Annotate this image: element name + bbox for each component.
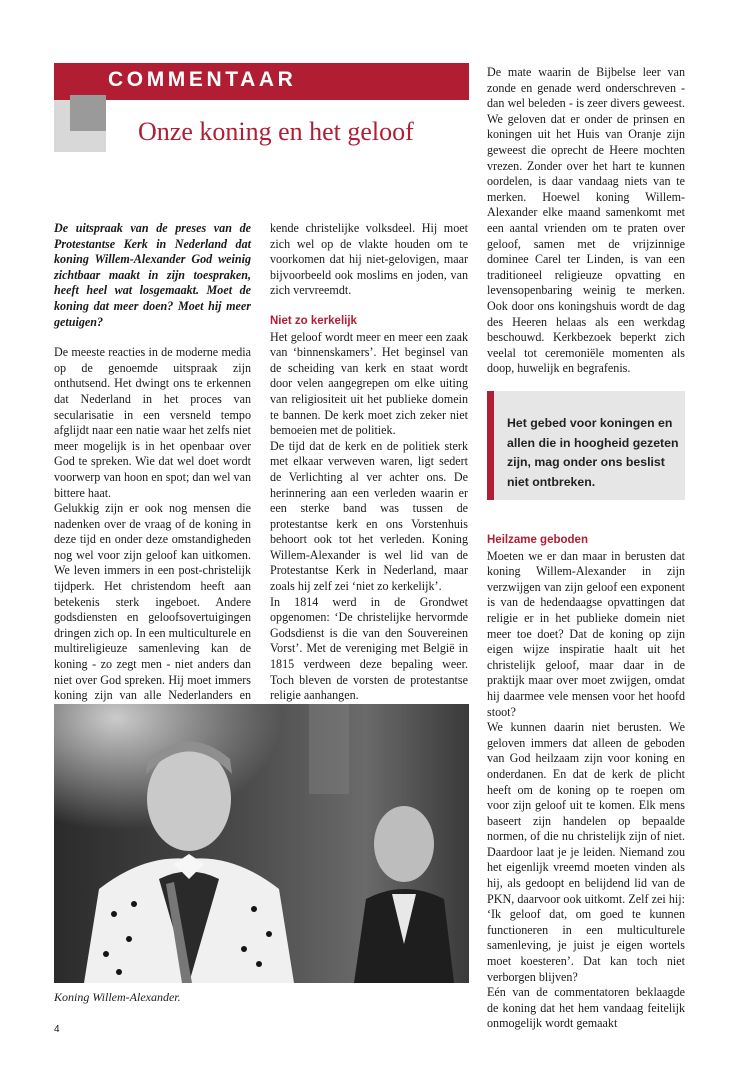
subheading-heilzame-geboden: Heilzame geboden	[487, 534, 588, 546]
subheading-niet-zo-kerkelijk: Niet zo kerkelijk	[270, 314, 357, 327]
pull-quote-text: Het gebed voor koningen en allen die in hoogheid gezeten zijn, mag onder ons beslist niet ontbreken.	[507, 416, 679, 489]
article-lead: De uitspraak van de preses van de Protestantse Kerk in Nederland dat koning Willem-Alexander God weinig zichtbaar maakt in zijn toespraken, heeft heel wat losgemaakt. Moet de koning dat meer doen? Moet hij meer getuigen?	[54, 221, 251, 329]
column-3-top	[487, 65, 685, 377]
article-headline: Onze koning en het geloof	[138, 117, 414, 146]
paragraph: De tijd dat de kerk en de politiek sterk met elkaar verweven waren, ligt sedert de Verlichting al ver achter ons. De herinnering aan een verleden waarin er een sterke band was tussen de protestantse kerk en ons Vorstenhuis behoort ook tot het verleden. Koning Willem-Alexander is wel lid van de Protestantse Kerk in Nederland, maar zoals hij zelf zei ‘niet zo kerkelijk’.	[270, 438, 468, 594]
paragraph: In 1814 werd in de Grondwet opgenomen: ‘De christelijke hervormde Godsdienst is die van den Souvereinen Vorst’. Met de vereniging met België in 1815 verdween deze bepaling weer. Toch bleven de vorsten de protestantse religie aanhangen.	[270, 594, 468, 703]
section-label: COMMENTAAR	[108, 68, 297, 91]
paragraph: De mate waarin de Bijbelse leer van zonde en genade werd onderschreven - dan wel beleden - is zeer divers geweest. We geloven dat er onder de prinsen en koningen uit het Huis van Oranje zijn geweest die oprecht de Heere mochten vrezen. Zonder over het hart te kunnen oordelen, is daar vandaag niets van te merken. Hoewel koning Willem-Alexander elke maand samenkomt met een aantal vrienden om te praten over geloof, samen met de vrijzinnige dominee Carel ter Linden, is van een traditioneel religieuze opvatting en levensopenbaring weinig te merken. Ook door ons koningshuis wordt de dag des Heeren helaas als een werkdag beschouwd. Kerkbezoek beperkt zich veelal tot ceremoniële momenten als doop, huwelijk en begrafenis.	[487, 65, 685, 376]
paragraph: We kunnen daarin niet berusten. We geloven immers dat alleen de geboden van God heilzaam zijn voor koning en onderdanen. En dat de kerk de plicht heeft om de koning op te roepen om voor zijn geloof uit te komen. Elk mens baseert zijn handelen op bepaalde normen, of die nu christelijk zijn of niet. Daardoor laat je je leiden. Niemand zou het eigenlijk vreemd moeten vinden als hij, als gedoopt en belijdend lid van de PKN, daarvoor ook uitkomt. Zelf zei hij: ‘Ik geloof dat, om goed te kunnen functioneren in een multiculturele samenleving, je juist je eigen wortels moet koesteren’. Dat kan toch niet verborgen blijven?	[487, 720, 685, 984]
king-photo	[54, 704, 469, 983]
pull-quote-accent-bar	[487, 391, 494, 500]
page-number: 4	[54, 1024, 60, 1035]
paragraph: Eén van de commentatoren beklaagde de koning dat het hem vandaag feitelijk onmogelijk wordt gemaakt	[487, 985, 685, 1031]
column-3-bottom	[487, 533, 685, 1032]
column-2	[270, 221, 468, 704]
paragraph: Moeten we er dan maar in berusten dat koning Willem-Alexander in zijn verzwijgen van zijn geloof een exponent is van de hedendaagse opvattingen dat religie er in het publieke domein niet meer toe doet? Dat de koning op zijn eigen wijze inspiratie haalt uit het christelijk geloof, maar daar in de praktijk maar over moet zwijgen, omdat hij daarmee vele mensen voor het hoofd stoot?	[487, 548, 685, 719]
column-1	[54, 221, 251, 735]
paragraph: Het geloof wordt meer en meer een zaak van ‘binnenskamers’. Het beginsel van de scheiding van kerk en staat wordt door velen aangegrepen om elke uiting van religiositeit uit het publieke domein te bannen. De kerk moet zich zeker niet bemoeien met de politiek.	[270, 329, 468, 438]
decorative-square-gray	[70, 95, 106, 131]
paragraph: De meeste reacties in de moderne media op de genoemde uitspraak zijn onthutsend. Het dwingt ons te erkennen dat Nederland in het proces van secularisatie in een versneld tempo afglijdt naar een natie waar het zelfs niet meer mogelijk is in het openbaar over God te spreken. Wie dat wel doet wordt voorwerp van hoon en spot; dan wel van bittere haat.	[54, 345, 251, 500]
photo-caption: Koning Willem-Alexander.	[54, 990, 181, 1004]
paragraph: kende christelijke volksdeel. Hij moet zich wel op de vlakte houden om te voorkomen dat hij niet-gelovigen, maar bijvoorbeeld ook moslims en joden, van zich vervreemdt.	[270, 221, 468, 298]
paragraph: Gelukkig zijn er ook nog mensen die nadenken over de vraag of de koning in deze tijd en onder deze omstandigheden nog wel voor zijn geloof kan uitkomen. We leven immers in een post-christelijk tijdperk. Het christendom heeft aan betekenis sterk ingeboet. Andere godsdiensten en geloofsovertuigingen dringen zich op. In een multiculturele en multireligieuze samenleving kan de koning - zo zegt men - niet anders dan niet over God spreken. Hij moet immers koning zijn van alle Nederlanders en	[54, 501, 251, 703]
